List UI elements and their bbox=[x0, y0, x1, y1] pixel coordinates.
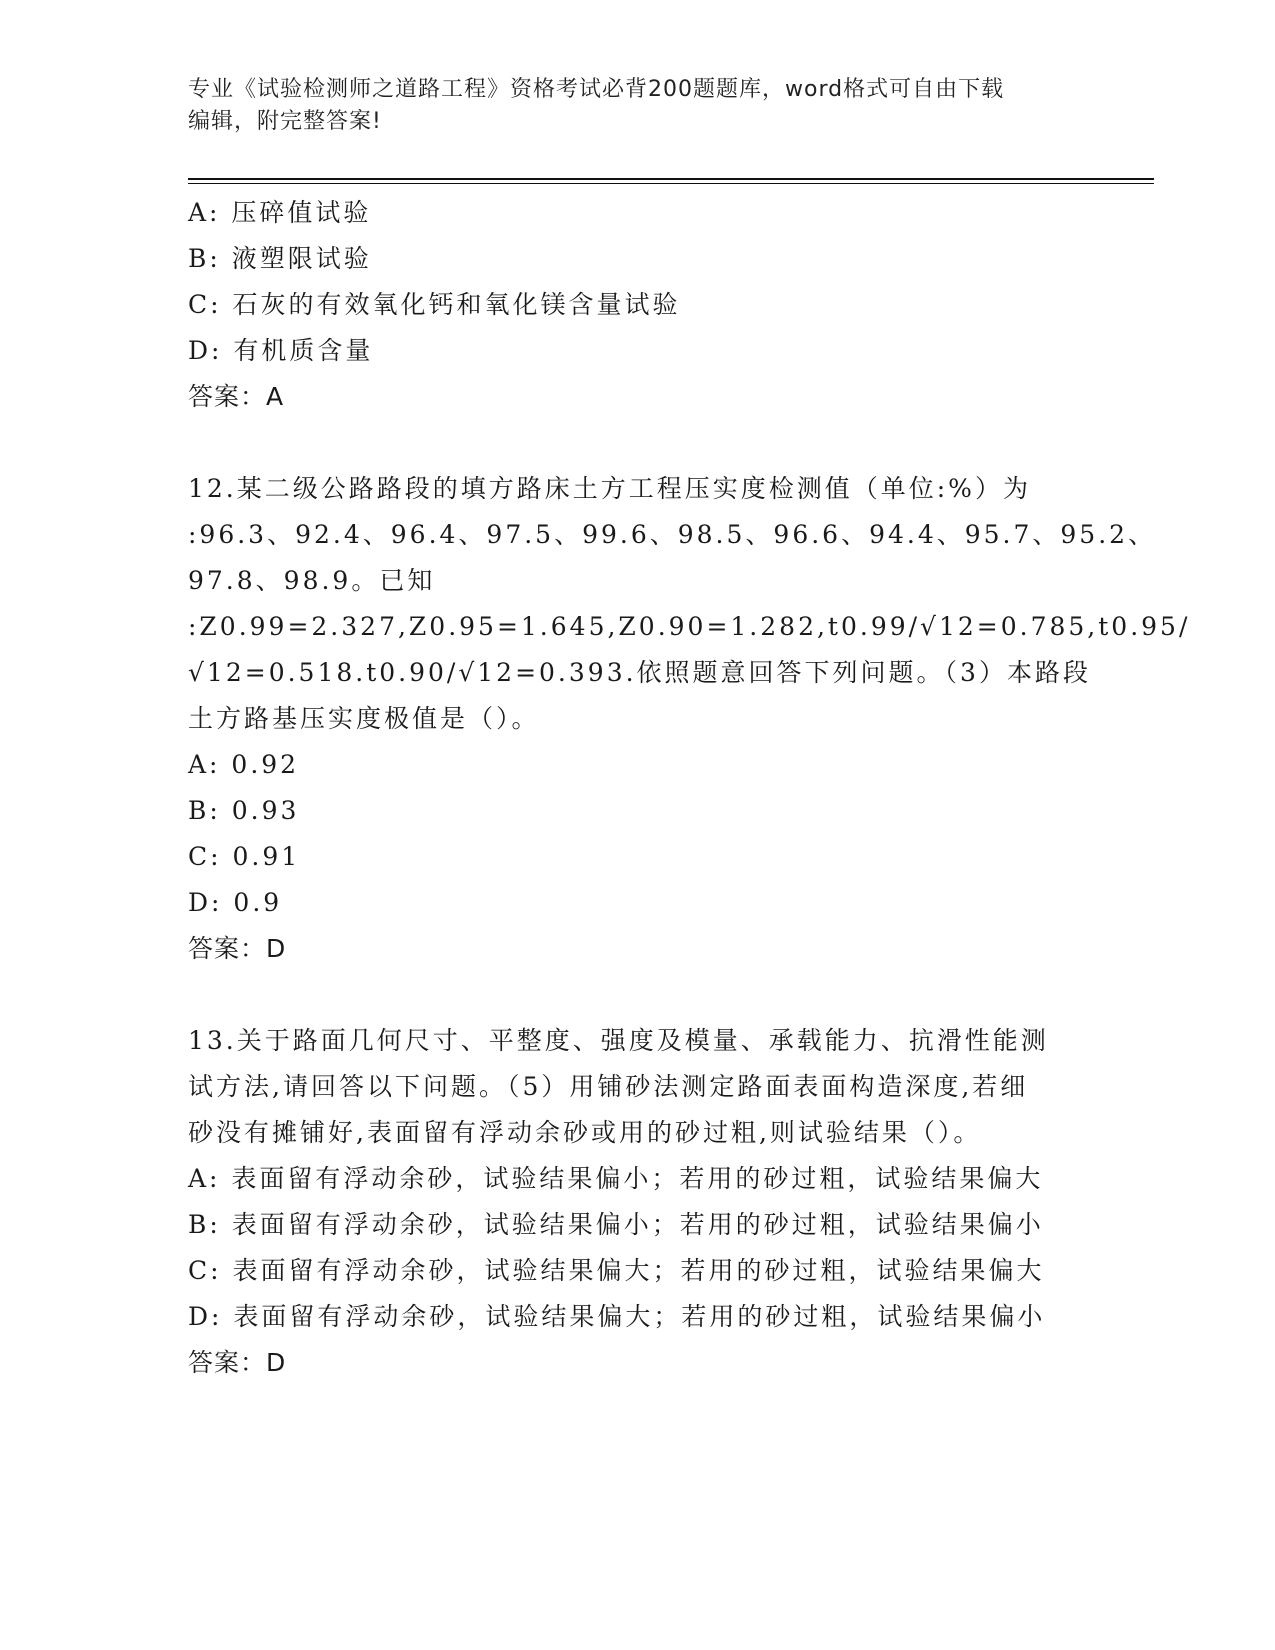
header-divider-thin bbox=[188, 183, 1154, 184]
option-a: A: 表面留有浮动余砂，试验结果偏小；若用的砂过粗，试验结果偏大 bbox=[188, 1164, 1044, 1193]
option-c: C: 石灰的有效氧化钙和氧化镁含量试验 bbox=[188, 290, 681, 319]
option-b: B: 表面留有浮动余砂，试验结果偏小；若用的砂过粗，试验结果偏小 bbox=[188, 1210, 1044, 1239]
spacer bbox=[188, 972, 1088, 1018]
option-d: D: 有机质含量 bbox=[188, 336, 374, 365]
option-d: D: 表面留有浮动余砂，试验结果偏大；若用的砂过粗，试验结果偏小 bbox=[188, 1302, 1046, 1331]
answer-line: 答案：D bbox=[188, 934, 287, 963]
document-header bbox=[188, 74, 1068, 138]
answer-line: 答案：A bbox=[188, 382, 285, 411]
header-divider bbox=[188, 178, 1154, 180]
question-text-line: 12.某二级公路路段的填方路床土方工程压实度检测值（单位:%）为 bbox=[188, 474, 1031, 503]
header-title-line: 专业《试验检测师之道路工程》资格考试必背200题题库，word格式可自由下载 bbox=[188, 77, 1005, 102]
spacer bbox=[188, 420, 1088, 466]
option-b: B: 液塑限试验 bbox=[188, 244, 372, 273]
question-text-line: :Z0.99=2.327,Z0.95=1.645,Z0.90=1.282,t0.99/√12=0.785,t0.95/ bbox=[188, 612, 1191, 641]
question-12 bbox=[188, 466, 1191, 972]
option-a: A: 压碎值试验 bbox=[188, 198, 372, 227]
question-text-line: 97.8、98.9。已知 bbox=[188, 566, 436, 595]
question-text-line: 13.关于路面几何尺寸、平整度、强度及模量、承载能力、抗滑性能测 bbox=[188, 1026, 1049, 1055]
question-text-line: √12=0.518.t0.90/√12=0.393.依照题意回答下列问题。（3）本路段 bbox=[188, 658, 1091, 687]
question-text-line: :96.3、92.4、96.4、97.5、99.6、98.5、96.6、94.4、95.7、95.2、 bbox=[188, 520, 1157, 549]
question-text-line: 土方路基压实度极值是（）。 bbox=[188, 704, 540, 733]
header-title-line-2: 编辑，附完整答案! bbox=[188, 109, 382, 134]
option-c: C: 表面留有浮动余砂，试验结果偏大；若用的砂过粗，试验结果偏大 bbox=[188, 1256, 1045, 1285]
option-a: A: 0.92 bbox=[188, 750, 300, 779]
option-d: D: 0.9 bbox=[188, 888, 283, 917]
option-c: C: 0.91 bbox=[188, 842, 301, 871]
question-text-line: 砂没有摊铺好,表面留有浮动余砂或用的砂过粗,则试验结果（）。 bbox=[188, 1118, 982, 1147]
question-11 bbox=[188, 190, 1088, 420]
answer-line: 答案：D bbox=[188, 1348, 287, 1377]
question-text-line: 试方法,请回答以下问题。（5）用铺砂法测定路面表面构造深度,若细 bbox=[188, 1072, 1029, 1101]
question-content bbox=[188, 190, 1191, 1386]
question-13 bbox=[188, 1018, 1088, 1386]
option-b: B: 0.93 bbox=[188, 796, 300, 825]
